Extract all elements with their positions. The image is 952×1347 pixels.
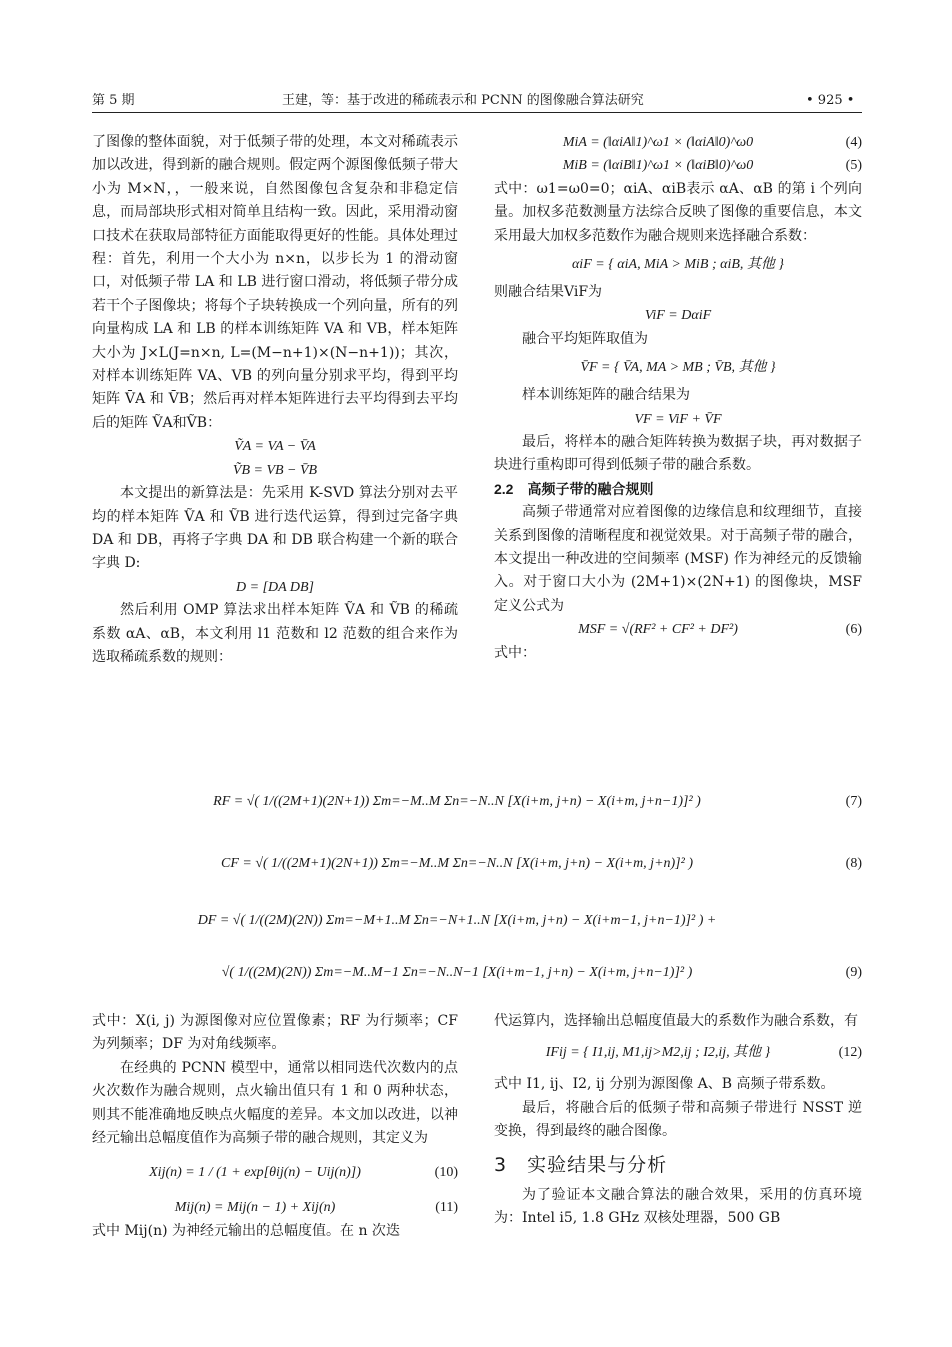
equation-10: Xij(n) = 1 / (1 + exp[θij(n) − Uij(n)]) (10) bbox=[149, 1165, 458, 1181]
left-column-bottom bbox=[92, 1010, 458, 1243]
left-paragraph-1: 了图像的整体面貌，对于低频子带的处理，本文对稀疏表示加以改进，得到新的融合规则。假定两个源图像低频子带大小为 M×N，，一般来说，自然图像包含复杂和非稳定信息，而局部块形式相对简单且结构一致。因此，采用滑动窗口技术在获取局部特征方面能取得更好的性能。具体处理过程：首先，利用一个大小为 n×n，以步长为 1 的滑动窗口，对低频子带 LA 和 LB 进行窗口滑动，将低频子带分成若干个子图像块；将每个子块转换成一个列向量，所有的列向量构成 LA 和 LB 的样本训练矩阵 VA 和 VB，样本矩阵大小为 J×L(J=n×n, L=(M−n+1)×(N−n+1))；其次，对样本训练矩阵 VA、VB 的列向量分别求平均，得到平均矩阵 V̄A 和 V̄B；然后再对样本矩阵进行去平均得到去平均后的矩阵 ṼA和ṼB： bbox=[92, 134, 458, 431]
left-paragraph-3: 然后利用 OMP 算法求出样本矩阵 ṼA 和 ṼB 的稀疏系数 αA、αB，本文利用 l1 范数和 l2 范数的组合来作为选取稀疏系数的规则： bbox=[92, 602, 458, 665]
right-paragraph-9: 式中 I1, ij、I2, ij 分别为源图像 A、B 高频子带系数。 bbox=[494, 1076, 835, 1093]
issue-number: 第 5 期 bbox=[92, 93, 135, 108]
equation-vb-tilde: ṼB = VB − V̄B bbox=[232, 462, 318, 478]
left-paragraph-4: 式中：X(i, j) 为源图像对应位置像素；RF 为行频率；CF 为列频率；DF 为对角线频率。 bbox=[92, 1013, 458, 1053]
right-paragraph-5: 最后，将样本的融合矩阵转换为数据子块，再对数据子块进行重构即可得到低频子带的融合系数。 bbox=[494, 434, 862, 474]
left-paragraph-2: 本文提出的新算法是：先采用 K-SVD 算法分别对去平均的样本矩阵 ṼA 和 ṼB 进行迭代运算，得到过完备字典 DA 和 DB，再将子字典 DA 和 DB 联合构建一个新的联合字典 D: bbox=[92, 485, 458, 572]
left-paragraph-6: 式中 Mij(n) 为神经元输出的总幅度值。在 n 次迭 bbox=[92, 1222, 400, 1239]
section-heading-2-2: 2.2 高频子带的融合规则 bbox=[494, 480, 654, 497]
equation-6: MSF = √(RF² + CF² + DF²) (6) bbox=[578, 622, 862, 638]
section-heading-3: 3 实验结果与分析 bbox=[494, 1153, 668, 1176]
right-column-bottom bbox=[494, 1010, 862, 1230]
left-column-top bbox=[92, 131, 458, 669]
running-title: 王建，等：基于改进的稀疏表示和 PCNN 的图像融合算法研究 bbox=[282, 93, 644, 108]
equation-12: IFij = { I1,ij, M1,ij>M2,ij ; I2,ij, 其他 } (12) bbox=[545, 1045, 862, 1061]
header-rule bbox=[92, 112, 862, 113]
page-number: • 925 • bbox=[806, 93, 855, 108]
right-paragraph-6: 高频子带通常对应着图像的边缘信息和纹理细节，直接关系到图像的清晰程度和视觉效果。对于高频子带的融合，本文提出一种改进的空间频率 (MSF) 作为神经元的反馈输入。对于窗口大小为 (2M+1)×(2N+1) 的图像块，MSF 定义公式为 bbox=[494, 504, 862, 614]
equation-9-part-2: √( 1/((2M)(2N)) Σm=−M..M−1 Σn=−N..N−1 [X(i+m−1, j+n) − X(i+m, j+n−1)]² ) (9) bbox=[221, 965, 862, 980]
right-paragraph-4: 样本训练矩阵的融合结果为 bbox=[522, 387, 690, 404]
right-paragraph-3: 融合平均矩阵取值为 bbox=[522, 330, 648, 347]
right-column-top bbox=[494, 131, 862, 665]
right-paragraph-8: 代运算内，选择输出总幅度值最大的系数作为融合系数，有 bbox=[494, 1013, 858, 1029]
right-paragraph-7: 式中： bbox=[494, 644, 536, 661]
equation-joint-dictionary: D = [DA DB] bbox=[235, 579, 315, 595]
equation-alpha-fusion: αiF = { αiA, MiA > MiB ; αiB, 其他 } bbox=[571, 257, 785, 272]
equation-vf-sum: VF = ViF + V̄F bbox=[634, 411, 722, 427]
equation-vbar-fusion: V̄F = { V̄A, MA > MB ; V̄B, 其他 } bbox=[580, 360, 776, 376]
right-paragraph-2: 则融合结果ViF为 bbox=[494, 284, 603, 300]
equation-9-part-1: DF = √( 1/((2M)(2N)) Σm=−M+1..M Σn=−N+1..N [X(i+m, j+n) − X(i+m−1, j+n−1)]² ) + bbox=[197, 913, 717, 928]
equation-va-tilde: ṼA = VA − V̄A bbox=[234, 439, 316, 455]
full-width-equations bbox=[92, 771, 862, 999]
right-paragraph-11: 为了验证本文融合算法的融合效果，采用的仿真环境为：Intel i5, 1.8 GHz 双核处理器，500 GB bbox=[494, 1186, 862, 1227]
equation-vf: ViF = DαiF bbox=[644, 308, 712, 324]
equation-4: MiA = (‖αiA‖1)^ω1 × (‖αiA‖0)^ω0 (4) bbox=[562, 135, 862, 150]
equation-8: CF = √( 1/((2M+1)(2N+1)) Σm=−M..M Σn=−N..N [X(i+m, j+n) − X(i+m, j+n)]² ) (8) bbox=[220, 856, 862, 871]
right-paragraph-1: 式中：ω1=ω0=0；αiA、αiB表示 αA、αB 的第 i 个列向量。加权多范数测量方法综合反映了图像的重要信息，本文采用最大加权多范数作为融合规则来选择融合系数： bbox=[494, 180, 862, 244]
equation-7: RF = √( 1/((2M+1)(2N+1)) Σm=−M..M Σn=−N..N [X(i+m, j+n) − X(i+m, j+n−1)]² ) (7) bbox=[213, 794, 862, 809]
right-paragraph-10: 最后，将融合后的低频子带和高频子带进行 NSST 逆变换，得到最终的融合图像。 bbox=[494, 1099, 862, 1140]
equation-11: Mij(n) = Mij(n − 1) + Xij(n) (11) bbox=[174, 1200, 458, 1216]
left-paragraph-5: 在经典的 PCNN 模型中，通常以相同迭代次数内的点火次数作为融合规则，点火输出值只有 1 和 0 两种状态，则其不能准确地反映点火幅度的差异。本文加以改进，以神经元输出总幅度值作为高频子带的融合规则，其定义为 bbox=[92, 1059, 458, 1147]
equation-5: MiB = (‖αiB‖1)^ω1 × (‖αiB‖0)^ω0 (5) bbox=[562, 158, 862, 174]
